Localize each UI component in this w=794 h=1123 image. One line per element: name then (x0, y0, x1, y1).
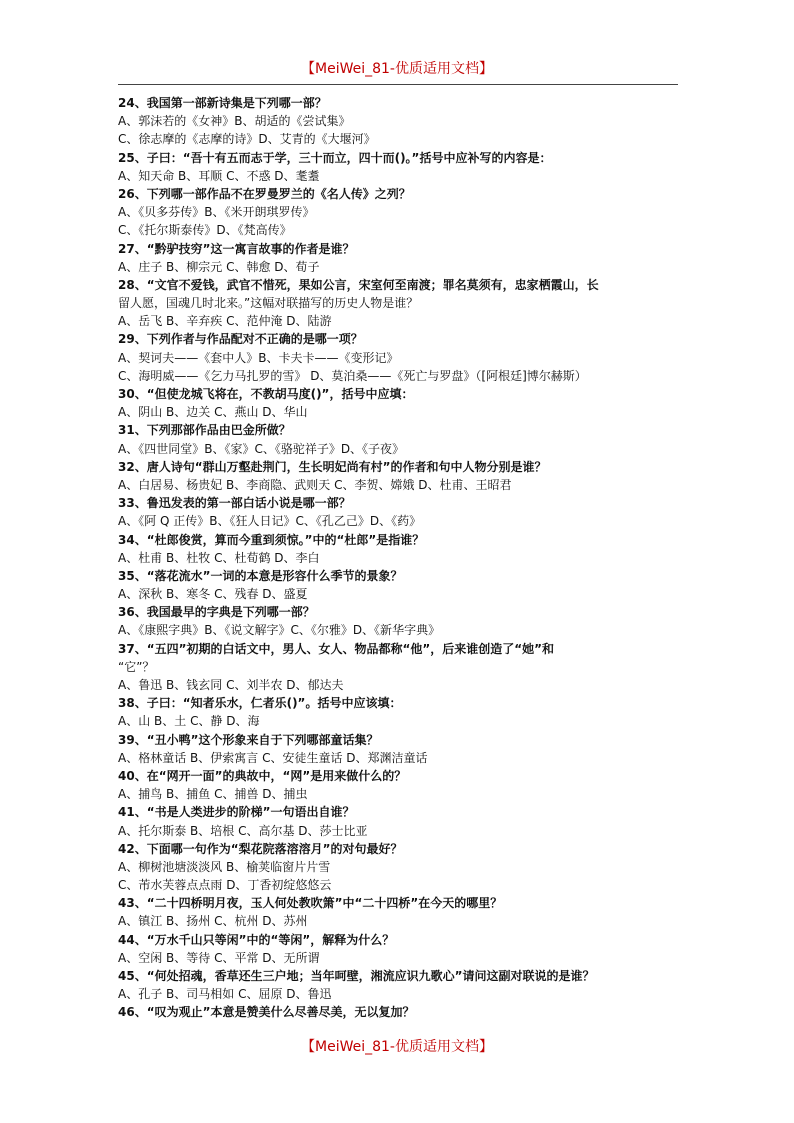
question-line: 33、鲁迅发表的第一部白话小说是哪一部？ (118, 496, 351, 511)
question-line: 44、“万水千山只等闲”中的“等闲”，解释为什么？ (118, 932, 395, 947)
answer-line: A、格林童话 B、伊索寓言 C、安徒生童话 D、郑渊洁童话 (118, 750, 428, 765)
answer-line: A、捕鸟 B、捕鱼 C、捕兽 D、捕虫 (118, 787, 308, 802)
question-line: 26、下列哪一部作品不在罗曼罗兰的《名人传》之列？ (118, 186, 411, 201)
answer-line: C、徐志摩的《志摩的诗》D、艾青的《大堰河》 (118, 132, 376, 147)
answer-line: A、郭沫若的《女神》B、胡适的《尝试集》 (118, 114, 351, 129)
answer-line: A、柳树池塘淡淡风 B、榆荚临窗片片雪 (118, 859, 331, 874)
question-line: 32、唐人诗句“群山万壑赴荆门，生长明妃尚有村”的作者和句中人物分别是谁？ (118, 459, 547, 474)
answer-line: A、深秋 B、寒冬 C、残春 D、盛夏 (118, 587, 308, 602)
question-line: 30、“但使龙城飞将在，不教胡马度()”，括号中应填： (118, 387, 414, 401)
answer-line: A、镇江 B、扬州 C、杭州 D、苏州 (118, 914, 308, 929)
question-line: 41、“书是人类进步的阶梯”一句语出自谁？ (118, 805, 355, 820)
answer-line: A、《康熙字典》B、《说文解字》C、《尔雅》D、《新华字典》 (118, 623, 441, 638)
answer-line: C、芾水芙蓉点点雨 D、丁香初绽悠悠云 (118, 878, 332, 893)
answer-line: C、《托尔斯泰传》D、《梵高传》 (118, 223, 292, 238)
answer-line: A、白居易、杨贵妃 B、李商隐、武则天 C、李贺、嫦娥 D、杜甫、王昭君 (118, 477, 512, 492)
answer-line: A、《贝多芬传》B、《米开朗琪罗传》 (118, 205, 315, 220)
answer-line: A、契诃夫——《套中人》B、卡夫卡——《变形记》 (118, 350, 399, 365)
question-line: 46、“叹为观止”本意是赞美什么尽善尽美，无以复加？ (118, 1005, 415, 1020)
question-list (118, 94, 684, 1022)
answer-line: “它”？ (118, 659, 155, 674)
question-line: 39、“丑小鸭”这个形象来自于下列哪部童话集？ (118, 732, 379, 747)
answer-line: A、山 B、土 C、静 D、海 (118, 714, 260, 729)
question-line: 25、子曰：“吾十有五而志于学，三十而立，四十而()。”括号中应补写的内容是： (118, 150, 552, 165)
question-line: 27、“黔驴技穷”这一寓言故事的作者是谁？ (118, 241, 355, 256)
answer-line: A、岳飞 B、辛弃疾 C、范仲淹 D、陆游 (118, 314, 332, 329)
question-line: 38、子曰：“知者乐水，仁者乐()”。括号中应该填： (118, 696, 402, 711)
page-header: 【MeiWei_81-优质适用文档】 (301, 61, 493, 77)
question-line: 28、“文官不爱钱，武官不惜死，果如公言，宋室何至南渡；罪名莫须有，忠家栖霞山，长 (118, 277, 599, 292)
question-line: 29、下列作者与作品配对不正确的是哪一项？ (118, 332, 363, 347)
answer-line: A、孔子 B、司马相如 C、屈原 D、鲁迅 (118, 987, 332, 1002)
answer-line: 留人愿，国魂几时北来。”这幅对联描写的历史人物是谁？ (118, 296, 419, 311)
question-line: 24、我国第一部新诗集是下列哪一部？ (118, 96, 327, 110)
question-line: 40、在“网开一面”的典故中，“网”是用来做什么的？ (118, 768, 407, 783)
answer-line: A、空闲 B、等待 C、平常 D、无所谓 (118, 950, 320, 965)
answer-line: A、庄子 B、柳宗元 C、韩愈 D、荀子 (118, 259, 320, 274)
answer-line: A、《四世同堂》B、《家》C、《骆驼祥子》D、《子夜》 (118, 441, 405, 456)
answer-line: A、托尔斯泰 B、培根 C、高尔基 D、莎士比亚 (118, 823, 368, 838)
answer-line: A、杜甫 B、杜牧 C、杜荀鹤 D、李白 (118, 550, 320, 565)
question-line: 37、“五四”初期的白话文中，男人、女人、物品都称“他”，后来谁创造了“她”和 (118, 641, 555, 656)
answer-line: A、鲁迅 B、钱玄同 C、刘半农 D、郁达夫 (118, 678, 344, 692)
question-line: 31、下列那部作品由巴金所做？ (118, 423, 291, 438)
answer-line: A、《阿 Q 正传》B、《狂人日记》C、《孔乙己》D、《药》 (118, 514, 422, 529)
question-line: 42、下面哪一句作为“梨花院落溶溶月”的对句最好？ (118, 841, 403, 856)
page-footer: 【MeiWei_81-优质适用文档】 (301, 1039, 493, 1055)
question-line: 34、“杜郎俊赏，算而今重到须惊。”中的“杜郎”是指谁？ (118, 532, 425, 547)
answer-line: A、阴山 B、边关 C、燕山 D、华山 (118, 405, 308, 420)
answer-line: C、海明威——《乞力马扎罗的雪》 D、莫泊桑——《死亡与罗盘》（[阿根廷]博尔赫斯） (118, 368, 587, 383)
question-line: 45、“何处招魂，香草还生三户地；当年呵壁，湘流应识九歌心”请问这副对联说的是谁？ (118, 969, 595, 983)
question-line: 43、“二十四桥明月夜，玉人何处教吹箫”中“二十四桥”在今天的哪里？ (118, 896, 503, 911)
answer-line: A、知天命 B、耳顺 C、不惑 D、耄耋 (118, 168, 320, 183)
question-line: 36、我国最早的字典是下列哪一部？ (118, 605, 315, 620)
header-divider (118, 84, 678, 85)
question-line: 35、“落花流水”一词的本意是形容什么季节的景象？ (118, 568, 403, 583)
